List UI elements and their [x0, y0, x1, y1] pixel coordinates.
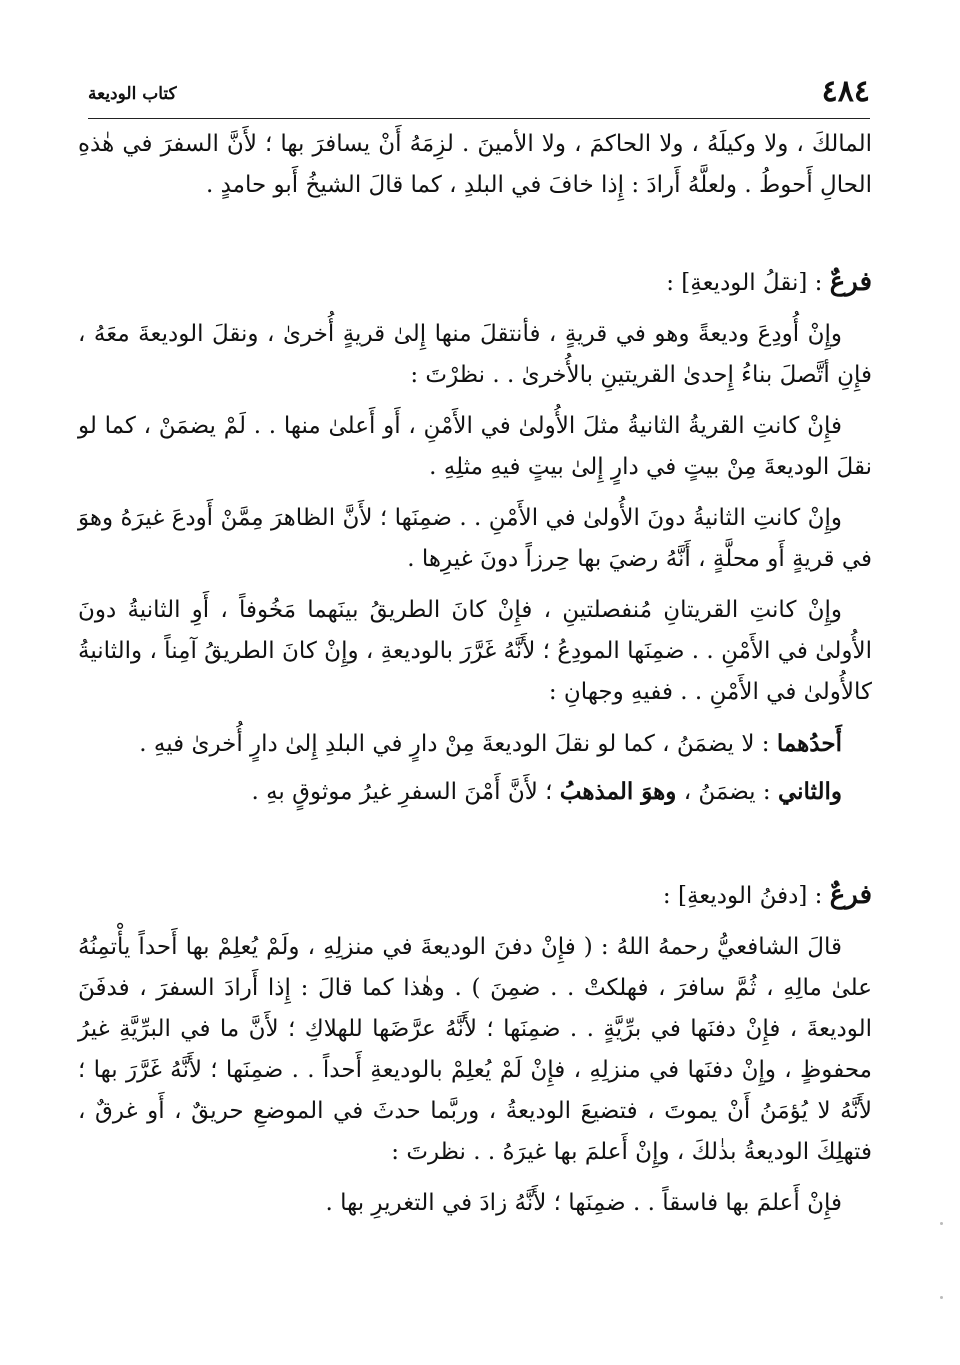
section-heading-transfer	[78, 262, 872, 304]
page-number: ٤٨٤	[821, 74, 870, 109]
scan-mark	[940, 1222, 943, 1225]
heading-title: : [دفنُ الوديعةِ] :	[662, 883, 830, 909]
point-label: والثاني	[777, 778, 842, 805]
running-title: كتاب الوديعة	[88, 84, 177, 104]
paragraph: فإِنْ أَعلمَ بها فاسقاً . . ضمِنَها ؛ لأَنَّهُ زادَ في التغريرِ بها .	[325, 1190, 842, 1216]
point-first	[78, 723, 872, 765]
point-text: ؛ لأَنَّ أَمْنَ السفرِ غيرُ موثوقٍ بهِ .	[251, 779, 560, 805]
page-body	[78, 124, 872, 1234]
paragraph: وإِنْ أُودِعَ وديعةً وهو في قريةٍ ، فأنتقلَ منها إِلىٰ قريةٍ أُخرىٰ ، ونقلَ الوديعةَ معَهُ ، فإِنِ أتَّصلَ بناءُ إِحدىٰ القريتينِ بالأُخرىٰ . . نظرْتَ :	[78, 321, 872, 388]
heading-label: فرعٌ	[829, 880, 872, 910]
heading-label: فرعٌ	[829, 267, 872, 297]
point-emphasis: وهوَ المذهبُ	[559, 778, 677, 805]
continuation-paragraph: المالكَ ، ولا وكيلَهُ ، ولا الحاكمَ ، ولا الأمينَ . لزِمَهُ أَنْ يسافرَ بها ؛ لأَنَّ السفرَ في هٰذهِ الحالِ أَحوطُ . ولعلَّهُ أَرادَ : إِذا خافَ في البلدِ ، كما قالَ الشيخُ أَبو حامدٍ .	[78, 131, 872, 198]
point-text: : لا يضمَنُ ، كما لو نقلَ الوديعةَ مِنْ دارٍ في البلدِ إِلىٰ دارٍ أُخرىٰ فيهِ .	[139, 731, 777, 757]
section-heading-burial	[78, 875, 872, 917]
paragraph: وإِنْ كانتِ الثانيةُ دونَ الأُولىٰ في الأَمْنِ . . ضمِنَها ؛ لأَنَّ الظاهرَ مِمَّنْ أَودعَ غيرَهُ وهوَ في قريةٍ أَو محلَّةٍ ، أَنَّهُ رضيَ بها حِرزاً دونَ غيرِها .	[78, 505, 872, 572]
paragraph: وإِنْ كانتِ القريتانِ مُنفصلتينِ ، فإِنْ كانَ الطريقُ بينَهما مَخُوفاً ، أَوِ الثانيةُ دونَ الأُولىٰ في الأَمْنِ . . ضمِنَها المودِعُ ؛ لأَنَّهُ غَرَّرَ بالوديعةِ ، وإِنْ كانَ الطريقُ آمِناً ، والثانيةُ كالأُولىٰ في الأَمْنِ . . ففيهِ وجهانِ :	[78, 597, 872, 705]
point-second	[78, 771, 872, 813]
page-header	[88, 70, 870, 119]
paragraph: قالَ الشافعيُّ رحمهُ اللهُ : ( فإِنْ دفنَ الوديعةَ في منزلِهِ ، ولَمْ يُعلِمْ بها أَحداً يأْتمِنُهُ علىٰ مالِهِ ، ثُمَّ سافرَ ، فهلكتْ . . ضمِنَ ) . وهٰذا كما قالَ : إِذا أَرادَ السفرَ ، فدفَنَ الوديعةَ ، فإِنْ دفنَها في برِّيَّةٍ . . ضمِنَها ؛ لأَنَّهُ عرَّضَها للهلاكِ ؛ لأَنَّ ما في البرِّيَّةِ غيرُ محفوظٍ ، وإِنْ دفنَها في منزلِهِ ، فإِنْ لَمْ يُعلِمْ بالوديعةِ أَحداً . . ضمِنَها ؛ لأَنَّهُ غَرَّرَ بها ؛ لأَنَّهُ لا يُؤمَنُ أَنْ يموتَ ، فتضيعَ الوديعةُ ، وربَّما حدثَ في الموضعِ حريقٌ ، أَو غرقٌ ، فتهلِكَ الوديعةُ بذٰلكَ ، وإِنْ أَعلمَ بها غيرَهُ . . نظرتَ :	[78, 934, 872, 1165]
point-text: : يضمَنُ ،	[676, 779, 778, 805]
scan-mark	[940, 1296, 943, 1299]
point-label: أَحدُهما	[776, 730, 842, 757]
paragraph: فإِنْ كانتِ القريةُ الثانيةُ مثلَ الأُولىٰ في الأَمْنِ ، أَو أَعلىٰ منها . . لَمْ يضمَنْ ، كما لو نقلَ الوديعةَ مِنْ بيتٍ في دارٍ إِلىٰ بيتٍ فيهِ مثلِهِ .	[78, 413, 872, 480]
heading-title: : [نقلُ الوديعةِ] :	[666, 270, 830, 296]
